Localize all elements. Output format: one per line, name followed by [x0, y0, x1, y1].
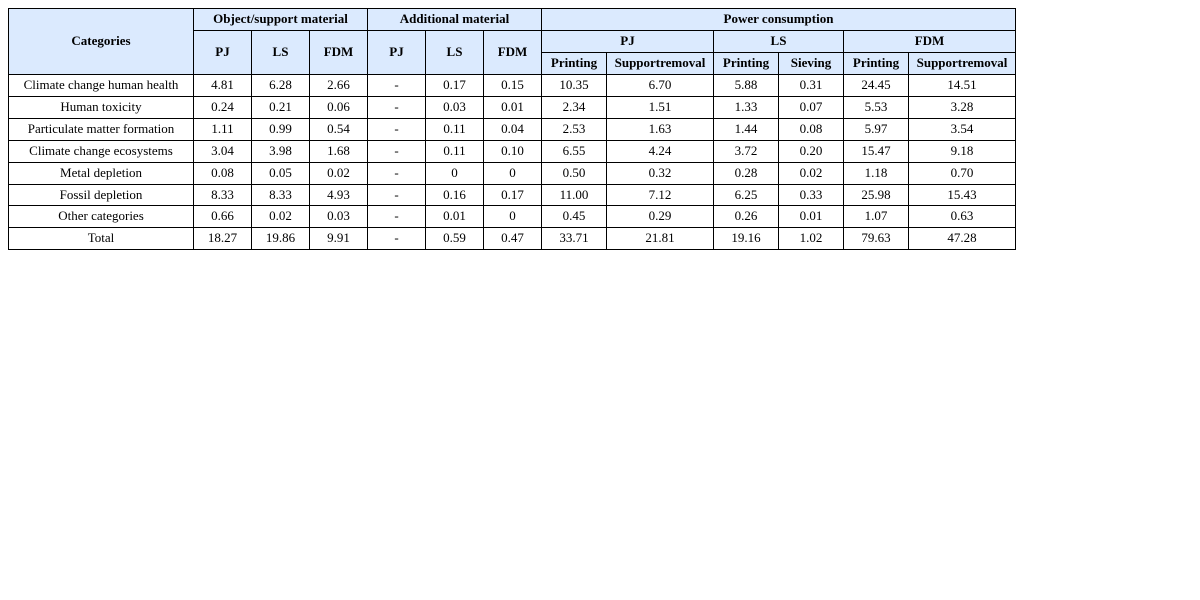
table-row: [9, 74, 1016, 96]
row-category: Metal depletion: [9, 162, 194, 184]
cell: 10.35: [542, 74, 607, 96]
row-category: Climate change human health: [9, 74, 194, 96]
cell: -: [368, 140, 426, 162]
cell: 47.28: [909, 228, 1016, 250]
cell: 19.86: [252, 228, 310, 250]
cell: 0.02: [779, 162, 844, 184]
osm-header-fdm: FDM: [310, 30, 368, 74]
table-body: [9, 74, 1016, 250]
cell: 15.43: [909, 184, 1016, 206]
power-group-pj: PJ: [542, 30, 714, 52]
cell: 6.70: [607, 74, 714, 96]
group-header-additional-material: Additional material: [368, 9, 542, 31]
cell: 0: [426, 162, 484, 184]
cell: 0.01: [779, 206, 844, 228]
cell: 1.44: [714, 118, 779, 140]
cell: 0.59: [426, 228, 484, 250]
cell: 9.18: [909, 140, 1016, 162]
cell: 0.50: [542, 162, 607, 184]
categories-header: Categories: [9, 9, 194, 75]
group-header-object-support-material: Object/support material: [194, 9, 368, 31]
cell: 11.00: [542, 184, 607, 206]
power-ls-printing: Printing: [714, 52, 779, 74]
cell: 0.01: [484, 96, 542, 118]
cell: 0.47: [484, 228, 542, 250]
power-pj-supportremoval: Supportremoval: [607, 52, 714, 74]
cell: 1.07: [844, 206, 909, 228]
table-row-total: [9, 228, 1016, 250]
power-group-ls: LS: [714, 30, 844, 52]
cell: 0.45: [542, 206, 607, 228]
cell: 3.54: [909, 118, 1016, 140]
cell: 0.63: [909, 206, 1016, 228]
cell: 1.63: [607, 118, 714, 140]
cell: 3.28: [909, 96, 1016, 118]
lca-results-table: [8, 8, 1016, 250]
cell: 1.11: [194, 118, 252, 140]
cell: 0.05: [252, 162, 310, 184]
cell: 0.11: [426, 140, 484, 162]
cell: 0.02: [310, 162, 368, 184]
cell: 24.45: [844, 74, 909, 96]
cell: 0.11: [426, 118, 484, 140]
cell: 0.04: [484, 118, 542, 140]
add-header-pj: PJ: [368, 30, 426, 74]
cell: 0.66: [194, 206, 252, 228]
table-header: [9, 9, 1016, 75]
cell: 5.53: [844, 96, 909, 118]
cell: 0.99: [252, 118, 310, 140]
row-category: Climate change ecosystems: [9, 140, 194, 162]
cell: 18.27: [194, 228, 252, 250]
cell: 0.02: [252, 206, 310, 228]
osm-header-ls: LS: [252, 30, 310, 74]
osm-header-pj: PJ: [194, 30, 252, 74]
cell: -: [368, 74, 426, 96]
cell: 0.31: [779, 74, 844, 96]
cell: 1.51: [607, 96, 714, 118]
power-fdm-supportremoval: Supportremoval: [909, 52, 1016, 74]
add-header-ls: LS: [426, 30, 484, 74]
cell: -: [368, 206, 426, 228]
cell: 0.08: [194, 162, 252, 184]
cell: 0.15: [484, 74, 542, 96]
row-category: Particulate matter formation: [9, 118, 194, 140]
cell: 14.51: [909, 74, 1016, 96]
cell: 0.16: [426, 184, 484, 206]
cell: 0.20: [779, 140, 844, 162]
group-header-power-consumption: Power consumption: [542, 9, 1016, 31]
cell: 4.81: [194, 74, 252, 96]
cell: 7.12: [607, 184, 714, 206]
cell: 0.26: [714, 206, 779, 228]
cell: 0.54: [310, 118, 368, 140]
cell: 1.02: [779, 228, 844, 250]
table-row: [9, 206, 1016, 228]
cell: 6.28: [252, 74, 310, 96]
row-category: Fossil depletion: [9, 184, 194, 206]
cell: 0.01: [426, 206, 484, 228]
cell: 25.98: [844, 184, 909, 206]
cell: -: [368, 184, 426, 206]
cell: 1.33: [714, 96, 779, 118]
cell: 0.03: [310, 206, 368, 228]
cell: 0.17: [484, 184, 542, 206]
cell: 0.07: [779, 96, 844, 118]
cell: 0.08: [779, 118, 844, 140]
cell: 79.63: [844, 228, 909, 250]
row-category: Human toxicity: [9, 96, 194, 118]
cell: 15.47: [844, 140, 909, 162]
cell: 4.24: [607, 140, 714, 162]
cell: 0.03: [426, 96, 484, 118]
table-container: [8, 8, 1016, 250]
cell: 0.70: [909, 162, 1016, 184]
cell: 0.32: [607, 162, 714, 184]
add-header-fdm: FDM: [484, 30, 542, 74]
power-group-fdm: FDM: [844, 30, 1016, 52]
table-row: [9, 140, 1016, 162]
cell: 9.91: [310, 228, 368, 250]
header-row-groups: [9, 9, 1016, 31]
power-ls-sieving: Sieving: [779, 52, 844, 74]
cell: 3.98: [252, 140, 310, 162]
cell: 21.81: [607, 228, 714, 250]
cell: 2.53: [542, 118, 607, 140]
cell: -: [368, 162, 426, 184]
cell: 0.33: [779, 184, 844, 206]
table-row: [9, 184, 1016, 206]
cell: 0.10: [484, 140, 542, 162]
cell: -: [368, 118, 426, 140]
cell: 2.34: [542, 96, 607, 118]
power-pj-printing: Printing: [542, 52, 607, 74]
cell: 0.17: [426, 74, 484, 96]
cell: 0.28: [714, 162, 779, 184]
cell: 4.93: [310, 184, 368, 206]
cell: 8.33: [194, 184, 252, 206]
cell: 1.68: [310, 140, 368, 162]
cell: 6.25: [714, 184, 779, 206]
cell: 0.29: [607, 206, 714, 228]
cell: 1.18: [844, 162, 909, 184]
cell: 0: [484, 162, 542, 184]
cell: 8.33: [252, 184, 310, 206]
table-row: [9, 96, 1016, 118]
cell: 0.06: [310, 96, 368, 118]
row-category: Total: [9, 228, 194, 250]
cell: 33.71: [542, 228, 607, 250]
cell: 5.88: [714, 74, 779, 96]
table-row: [9, 118, 1016, 140]
cell: 2.66: [310, 74, 368, 96]
cell: 5.97: [844, 118, 909, 140]
cell: 0: [484, 206, 542, 228]
cell: -: [368, 96, 426, 118]
row-category: Other categories: [9, 206, 194, 228]
cell: -: [368, 228, 426, 250]
cell: 3.04: [194, 140, 252, 162]
cell: 0.21: [252, 96, 310, 118]
cell: 19.16: [714, 228, 779, 250]
cell: 3.72: [714, 140, 779, 162]
power-fdm-printing: Printing: [844, 52, 909, 74]
cell: 0.24: [194, 96, 252, 118]
table-row: [9, 162, 1016, 184]
cell: 6.55: [542, 140, 607, 162]
